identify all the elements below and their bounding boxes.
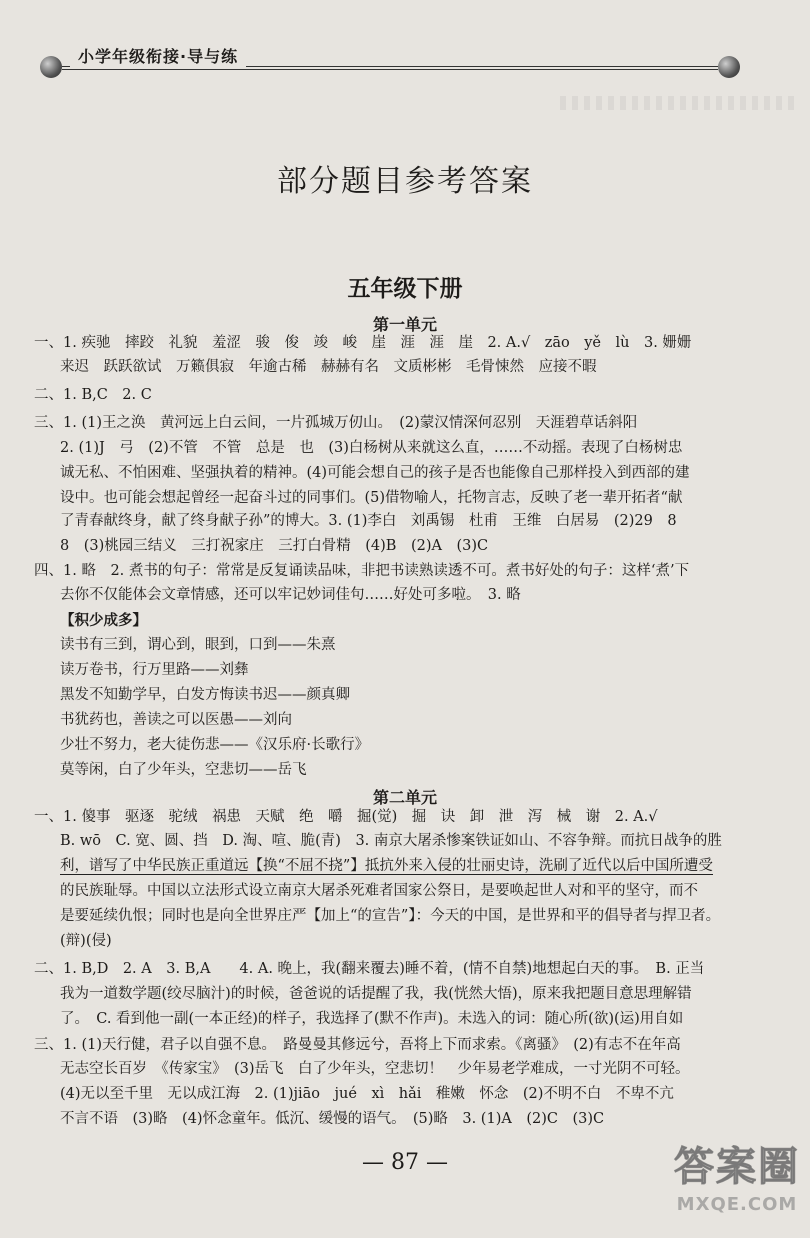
answer-line: 三、1. (1)天行健，君子以自强不息。 路曼曼其修远兮，吾将上下而求索。《离骚》 (2)有志不在年高 — [34, 1037, 681, 1053]
answer-line: 了。 C. 看到他一副(一本正经)的样子，我选择了(默不作声)。未选入的词：随心所(欲)(运)用自如 — [60, 1011, 684, 1027]
header-ornament-left-icon — [40, 56, 62, 78]
answer-line: 二、1. B,D 2. A 3. B,A 4. A. 晚上，我(翻来覆去)睡不着，(情不自禁)地想起白天的事。 B. 正当 — [34, 961, 705, 977]
subsection-title: 【积少成多】 — [60, 612, 147, 629]
answer-line — [0, 855, 810, 877]
answer-line: 三、1. (1)王之涣 黄河远上白云间，一片孤城万仞山。 (2)蒙汉情深何忍别 天涯碧草话斜阳 — [34, 415, 638, 431]
answer-line: 一、1. 傻事 驱逐 驼绒 祸患 天赋 绝 嚼 掘(觉) 掘 诀 卸 泄 泻 械 谢 2. A.√ — [34, 809, 658, 825]
answer-line: 8 (3)桃园三结义 三打祝家庄 三打白骨精 (4)B (2)A (3)C — [60, 538, 489, 554]
quote-line: 少壮不努力，老大徒伤悲——《汉乐府·长歌行》 — [60, 737, 370, 753]
watermark-logo — [668, 1140, 806, 1234]
quote-line: 读万卷书，行万里路——刘彝 — [60, 662, 249, 678]
answer-line: 2. (1)J 弓 (2)不管 不管 总是 也 (3)白杨树从来就这么直，……不动摇。表现了白杨树忠 — [60, 440, 683, 456]
bleed-through-texture — [560, 96, 800, 110]
answer-line: 二、1. B,C 2. C — [34, 387, 152, 403]
unit-title-1: 第一单元 — [372, 315, 437, 334]
quote-line: 莫等闲，白了少年头，空悲切——岳飞 — [60, 762, 307, 778]
answer-line: B. wō C. 宽、圆、挡 D. 淘、喧、脆(青) 3. 南京大屠杀惨案铁证如山、不容争辩。而抗日战争的胜 — [60, 833, 722, 849]
answer-line: 诚无私、不怕困难、坚强执着的精神。(4)可能会想自己的孩子是否也能像自己那样投入到西部的建 — [60, 465, 690, 481]
answer-line: 设中。也可能会想起曾经一起奋斗过的同事们。(5)借物喻人，托物言志，反映了老一辈开拓者“献 — [60, 490, 683, 506]
section-title: 五年级下册 — [347, 276, 463, 302]
quote-line: 读书有三到，谓心到，眼到，口到——朱熹 — [60, 637, 336, 653]
quote-line: 书犹药也，善读之可以医愚——刘向 — [60, 712, 292, 728]
header-title: 小学年级衔接·导与练 — [70, 44, 246, 67]
answer-line: (辩)(侵) — [60, 933, 112, 949]
header-ornament-right-icon — [718, 56, 740, 78]
watermark-site: MXQE.COM — [676, 1194, 798, 1215]
page-title: 部分题目参考答案 — [277, 164, 533, 199]
answer-line: 四、1. 略 2. 煮书的句子：常常是反复诵读品味，非把书读熟读透不可。煮书好处的句子：这样‘煮’下 — [34, 563, 690, 579]
underlined-text: 利，谱写了中华民族正重道远【换“不屈不挠”】抵抗外来入侵的壮丽史诗，洗刷了近代以后中国所遭受 — [60, 858, 713, 874]
answer-line: 不言不语 (3)略 (4)怀念童年。低沉、缓慢的语气。 (5)略 3. (1)A (2)C (3)C — [60, 1111, 605, 1127]
watermark-logo-text: 答案圈 — [674, 1144, 800, 1190]
page-number: — 87 — — [362, 1150, 448, 1175]
answer-line: 我为一道数学题(绞尽脑汁)的时候，爸爸说的话提醒了我，我(恍然大悟)，原来我把题目意思理解错 — [60, 986, 692, 1002]
answer-line: 的民族耻辱。中国以立法形式设立南京大屠杀死难者国家公祭日，是要唤起世人对和平的坚守，而不 — [60, 883, 698, 899]
answer-line: (4)无以至千里 无以成江海 2. (1)jiāo jué xì hǎi 稚嫩 怀念 (2)不明不白 不卑不亢 — [60, 1086, 674, 1102]
answer-line: 无志空长百岁 《传家宝》 (3)岳飞 白了少年头，空悲切！ 少年易老学难成，一寸光阴不可轻。 — [60, 1061, 690, 1077]
answer-line: 了青春献终身，献了终身献子孙”的博大。3. (1)李白 刘禹锡 杜甫 王维 白居易 (2)29 8 — [60, 513, 677, 529]
answer-line: 是要延续仇恨；同时也是向全世界庄严【加上“的宣告”】：今天的中国，是世界和平的倡导者与捍卫者。 — [60, 908, 721, 924]
answer-line: 来迟 跃跃欲试 万籁俱寂 年逾古稀 赫赫有名 文质彬彬 毛骨悚然 应接不暇 — [60, 359, 597, 375]
answer-line: 一、1. 疾驰 摔跤 礼貌 羞涩 骏 俊 竣 峻 崖 涯 涯 崖 2. A.√ zāo yě lù 3. 姗姗 — [34, 335, 692, 351]
quote-line: 黑发不知勤学早，白发方悔读书迟——颜真卿 — [60, 687, 350, 703]
answer-line: 去你不仅能体会文章情感，还可以牢记妙词佳句……好处可多啦。 3. 略 — [60, 587, 521, 603]
unit-title-2: 第二单元 — [372, 788, 437, 807]
